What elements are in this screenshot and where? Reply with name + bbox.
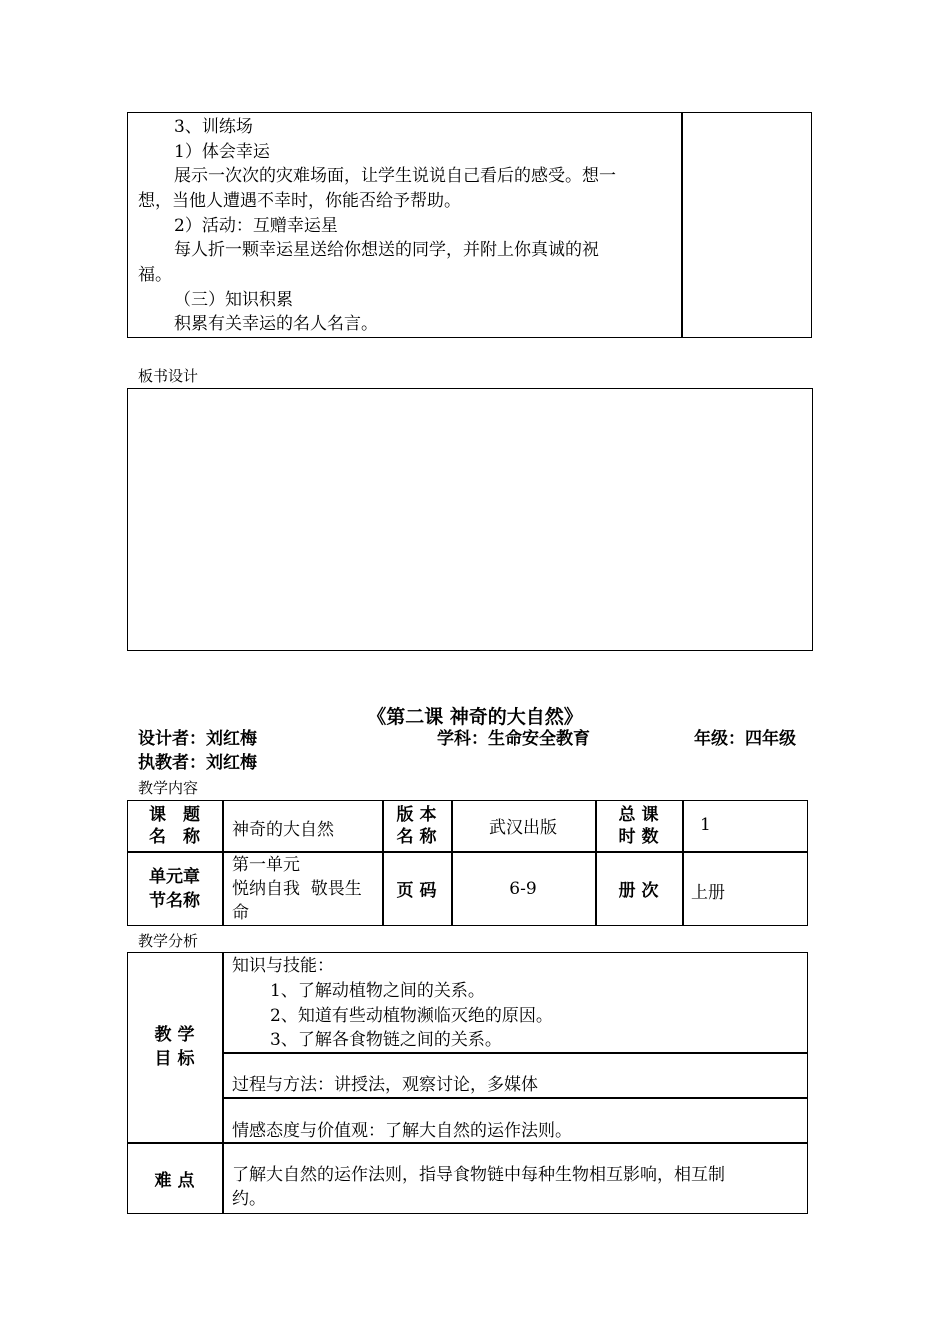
analysis-col-divider [222,952,224,1214]
edition-value: 武汉出版 [489,818,557,838]
subject: 学科：生命安全教育 [437,729,590,749]
content-label: 教学内容 [138,779,199,797]
difficulty-label: 难 点 [154,1170,195,1191]
topic-label-line-1: 课 题 [149,804,200,825]
knowledge-item-2: 2、知道有些动植物濒临灭绝的原因。 [270,1006,553,1026]
board-design-label: 板书设计 [138,367,199,385]
unit-label-line-2: 节名称 [149,890,200,911]
goals-label [127,952,222,1142]
difficulty-line-2: 约。 [232,1189,266,1209]
unit-label [127,851,222,926]
training-line-1: 3、训练场 [174,117,253,137]
knowledge-title: 知识与技能： [232,956,334,976]
info-col-1 [222,800,224,926]
topic-label-line-2: 名 称 [149,826,200,847]
volume-value: 上册 [691,883,725,903]
info-col-5 [682,800,684,926]
grade: 年级：四年级 [694,729,796,749]
topic-label [127,800,222,851]
emotion-values: 情感态度与价值观：了解大自然的运作法则。 [232,1121,572,1141]
lesson-title: 《第二课 神奇的大自然》 [367,706,583,728]
edition-label-line-1: 版 本 [396,804,437,825]
training-line-6: 每人折一颗幸运星送给你想送的同学，并附上你真诚的祝 [174,240,599,260]
topic-value: 神奇的大自然 [232,820,334,840]
unit-label-line-1: 单元章 [149,866,200,887]
training-line-2: 1）体会幸运 [174,142,270,162]
goals-label-line-1: 教 学 [154,1025,195,1045]
analysis-row-divider-3 [127,1142,808,1144]
designer: 设计者：刘红梅 [138,729,257,749]
training-line-8: （三）知识积累 [174,290,293,310]
knowledge-item-1: 1、了解动植物之间的关系。 [270,981,485,1001]
unit-value-line-2: 悦纳自我 敬畏生 [232,879,362,899]
training-line-9: 积累有关幸运的名人名言。 [174,314,378,334]
hours-label-line-2: 时 数 [618,826,659,847]
hours-label [595,800,682,851]
unit-value-line-1: 第一单元 [232,855,300,875]
training-line-3: 展示一次次的灾难场面，让学生说说自己看后的感受。想一 [174,166,616,186]
training-line-7: 福。 [138,265,172,285]
knowledge-item-3: 3、了解各食物链之间的关系。 [270,1030,502,1050]
hours-label-line-1: 总 课 [618,804,659,825]
goals-label-line-2: 目 标 [154,1049,195,1069]
process-method: 过程与方法：讲授法，观察讨论，多媒体 [232,1075,538,1095]
page-value: 6-9 [509,878,537,899]
analysis-row-divider-1 [222,1052,808,1054]
analysis-row-divider-2 [222,1097,808,1099]
edition-label [382,800,451,851]
edition-label-line-2: 名 称 [396,826,437,847]
training-line-5: 2）活动：互赠幸运星 [174,216,338,236]
teacher: 执教者：刘红梅 [138,753,257,773]
training-line-4: 想，当他人遭遇不幸时，你能否给予帮助。 [138,191,461,211]
difficulty-line-1: 了解大自然的运作法则，指导食物链中每种生物相互影响，相互制 [232,1165,725,1185]
volume-label: 册 次 [618,881,659,901]
page-label: 页 码 [396,881,437,901]
training-table-divider [681,112,683,338]
unit-value [232,853,362,925]
hours-value: 1 [700,815,711,835]
unit-value-line-3: 命 [232,903,249,923]
board-design-box [127,388,813,651]
analysis-label: 教学分析 [138,932,199,950]
